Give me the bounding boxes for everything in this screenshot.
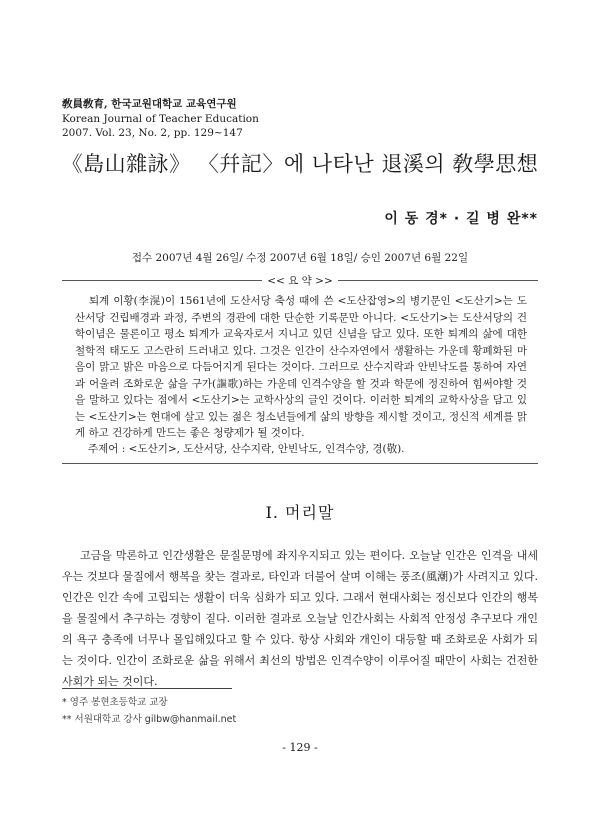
volume-info: 2007. Vol. 23, No. 2, pp. 129~147 [62,127,243,139]
abstract-bottom-rule [62,463,538,464]
page-number: - 129 - [282,741,318,754]
footnote-2: ** 서원대학교 강사 gilbw@hanmail.net [62,714,237,725]
footnote-rule [62,688,232,689]
abstract-text: 퇴계 이황(李滉)이 1561년에 도산서당 축성 때에 쓴 <도산잡영>의 병기문인 <도산기>는 도산서당 건립배경과 과정, 주변의 경관에 대한 단순한 기록문만 아니다. <도산기>는 도산서당의 건학이념은 물론이고 평소 퇴계가 교육자로서 지니고 있던 신념을 담고 있다. 또한 퇴계의 삶에 대한 철학적 태도도 고스란히 드러내고 있다. 그것은 인간이 산수자연에서 생활하는 가운데 황폐화된 마음이 맑고 밝은 마음으로 다듬어지게 된다는 것이다. 그러므로 산수지락과 안빈낙도를 통하여 자연과 어울려 조화로운 삶을 구가(謳歌)하는 가운데 인격수양을 할 것과 학문에 정진하여 힘써야할 것을 말하고 있다는 점에서 <도산기>는 교학사상의 글인 것이다. 이러한 퇴계의 교학사상을 담고 있는 <도산기>는 현대에 살고 있는 젊은 청소년들에게 삶의 방향을 제시할 것이고, 정신적 세계를 맑게 하고 건강하게 만드는 좋은 청량제가 될 것이다. [75,295,527,439]
paper-title: 《島山雜詠》 〈幷記〉에 나타난 退溪의 敎學思想 [61,152,539,176]
section-heading: Ⅰ. 머리말 [265,503,335,522]
abstract-heading [62,273,538,287]
footnote-1: * 영주 봉현초등학교 교장 [62,697,168,708]
body-paragraph [62,545,538,692]
keywords: 주제어 : <도산기>, 도산서당, 산수지락, 안빈낙도, 인격수양, 경(敬). [88,443,405,455]
submission-dates: 접수 2007년 4월 26일/ 수정 2007년 6월 18일/ 승인 2007년 6월 22일 [131,252,469,264]
authors: 이 동 경* · 길 병 완** [384,211,538,227]
abstract-body [75,293,527,442]
journal-name-english: Korean Journal of Teacher Education [62,112,259,125]
journal-name-korean: 敎員敎育, 한국교원대학교 교육연구원 [62,98,237,110]
body-text: 고금을 막론하고 인간생활은 문질문명에 좌지우지되고 있는 편이다. 오늘날 인간은 인격을 내세우는 것보다 물질에서 행복을 찾는 결과로, 타인과 더불어 살며 이해는 풍조(風潮)가 사려지고 있다. 인간은 인간 속에 고립되는 생활이 더욱 심화가 되고 있다. 그래서 현대사회는 정신보다 인간의 행복을 물질에서 추구하는 경향이 짙다. 이러한 결과로 오늘날 인간사회는 사회적 안정성 추구보다 개인의 욕구 충족에 너무나 몰입해있다고 할 수 있다. 항상 사회와 개인이 대등할 때 조화로운 사회가 되는 것이다. 인간이 조화로운 삶을 위해서 최선의 방법은 인격수양이 이루어질 때만이 사회는 건전한 사회가 되는 것이다. [62,549,538,688]
abstract-label: << 요 약 >> [267,275,333,287]
journal-header [62,97,259,141]
